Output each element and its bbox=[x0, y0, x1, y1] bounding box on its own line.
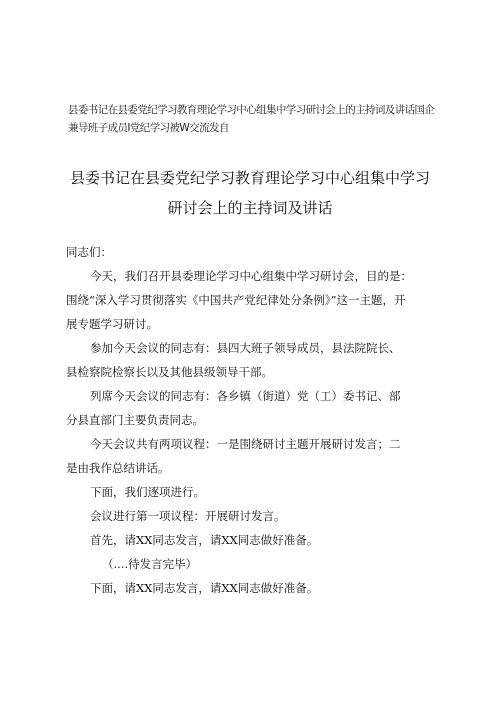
paragraph-line: 参加今天会议的同志有：县四大班子领导成员，县法院院长、 bbox=[90, 341, 401, 355]
paragraph-line: 展专题学习研讨。 bbox=[66, 317, 158, 331]
paragraph-line: 围绕“深入学习贯彻落实《中国共产党纪律处分条例》”这一主题，开 bbox=[66, 293, 406, 307]
paragraph-line: 是由我作总结讲话。 bbox=[66, 461, 170, 475]
paragraph-line: 县检察院检察长以及其他县级领导干部。 bbox=[66, 365, 273, 379]
paragraph-line: 下面，请XX同志发言，请XX同志做好准备。 bbox=[90, 581, 319, 595]
document-title bbox=[60, 163, 440, 223]
document-header bbox=[68, 101, 448, 137]
paragraph-line: 列席今天会议的同志有：各乡镇（街道）党（工）委书记、部 bbox=[90, 389, 401, 403]
paragraph-line: 下面，我们逐项进行。 bbox=[90, 485, 205, 499]
paragraph-line: 会议进行第一项议程：开展研讨发言。 bbox=[90, 509, 286, 523]
title-line-1: 县委书记在县委党纪学习教育理论学习中心组集中学习 bbox=[69, 169, 430, 187]
paragraph-line: 今天，我们召开县委理论学习中心组集中学习研讨会，目的是： bbox=[90, 269, 412, 283]
paragraph-line: （....待发言完毕） bbox=[102, 557, 198, 571]
paragraph-line: 分县直部门主要负责同志。 bbox=[66, 413, 204, 427]
salutation: 同志们： bbox=[66, 245, 112, 259]
header-line-1: 县委书记在县委党纪学习教育理论学习中心组集中学习研讨会上的主持词及讲话国企 bbox=[68, 104, 435, 116]
header-line-2: 兼导班子成员I党纪学习被W交流发自 bbox=[68, 122, 229, 134]
paragraph-line: 首先，请XX同志发言，请XX同志做好准备。 bbox=[90, 533, 319, 547]
paragraph-line: 今天会议共有两项议程：一是围绕研讨主题开展研讨发言；二 bbox=[90, 437, 401, 451]
title-line-2: 研讨会上的主持词及讲话 bbox=[167, 199, 333, 217]
